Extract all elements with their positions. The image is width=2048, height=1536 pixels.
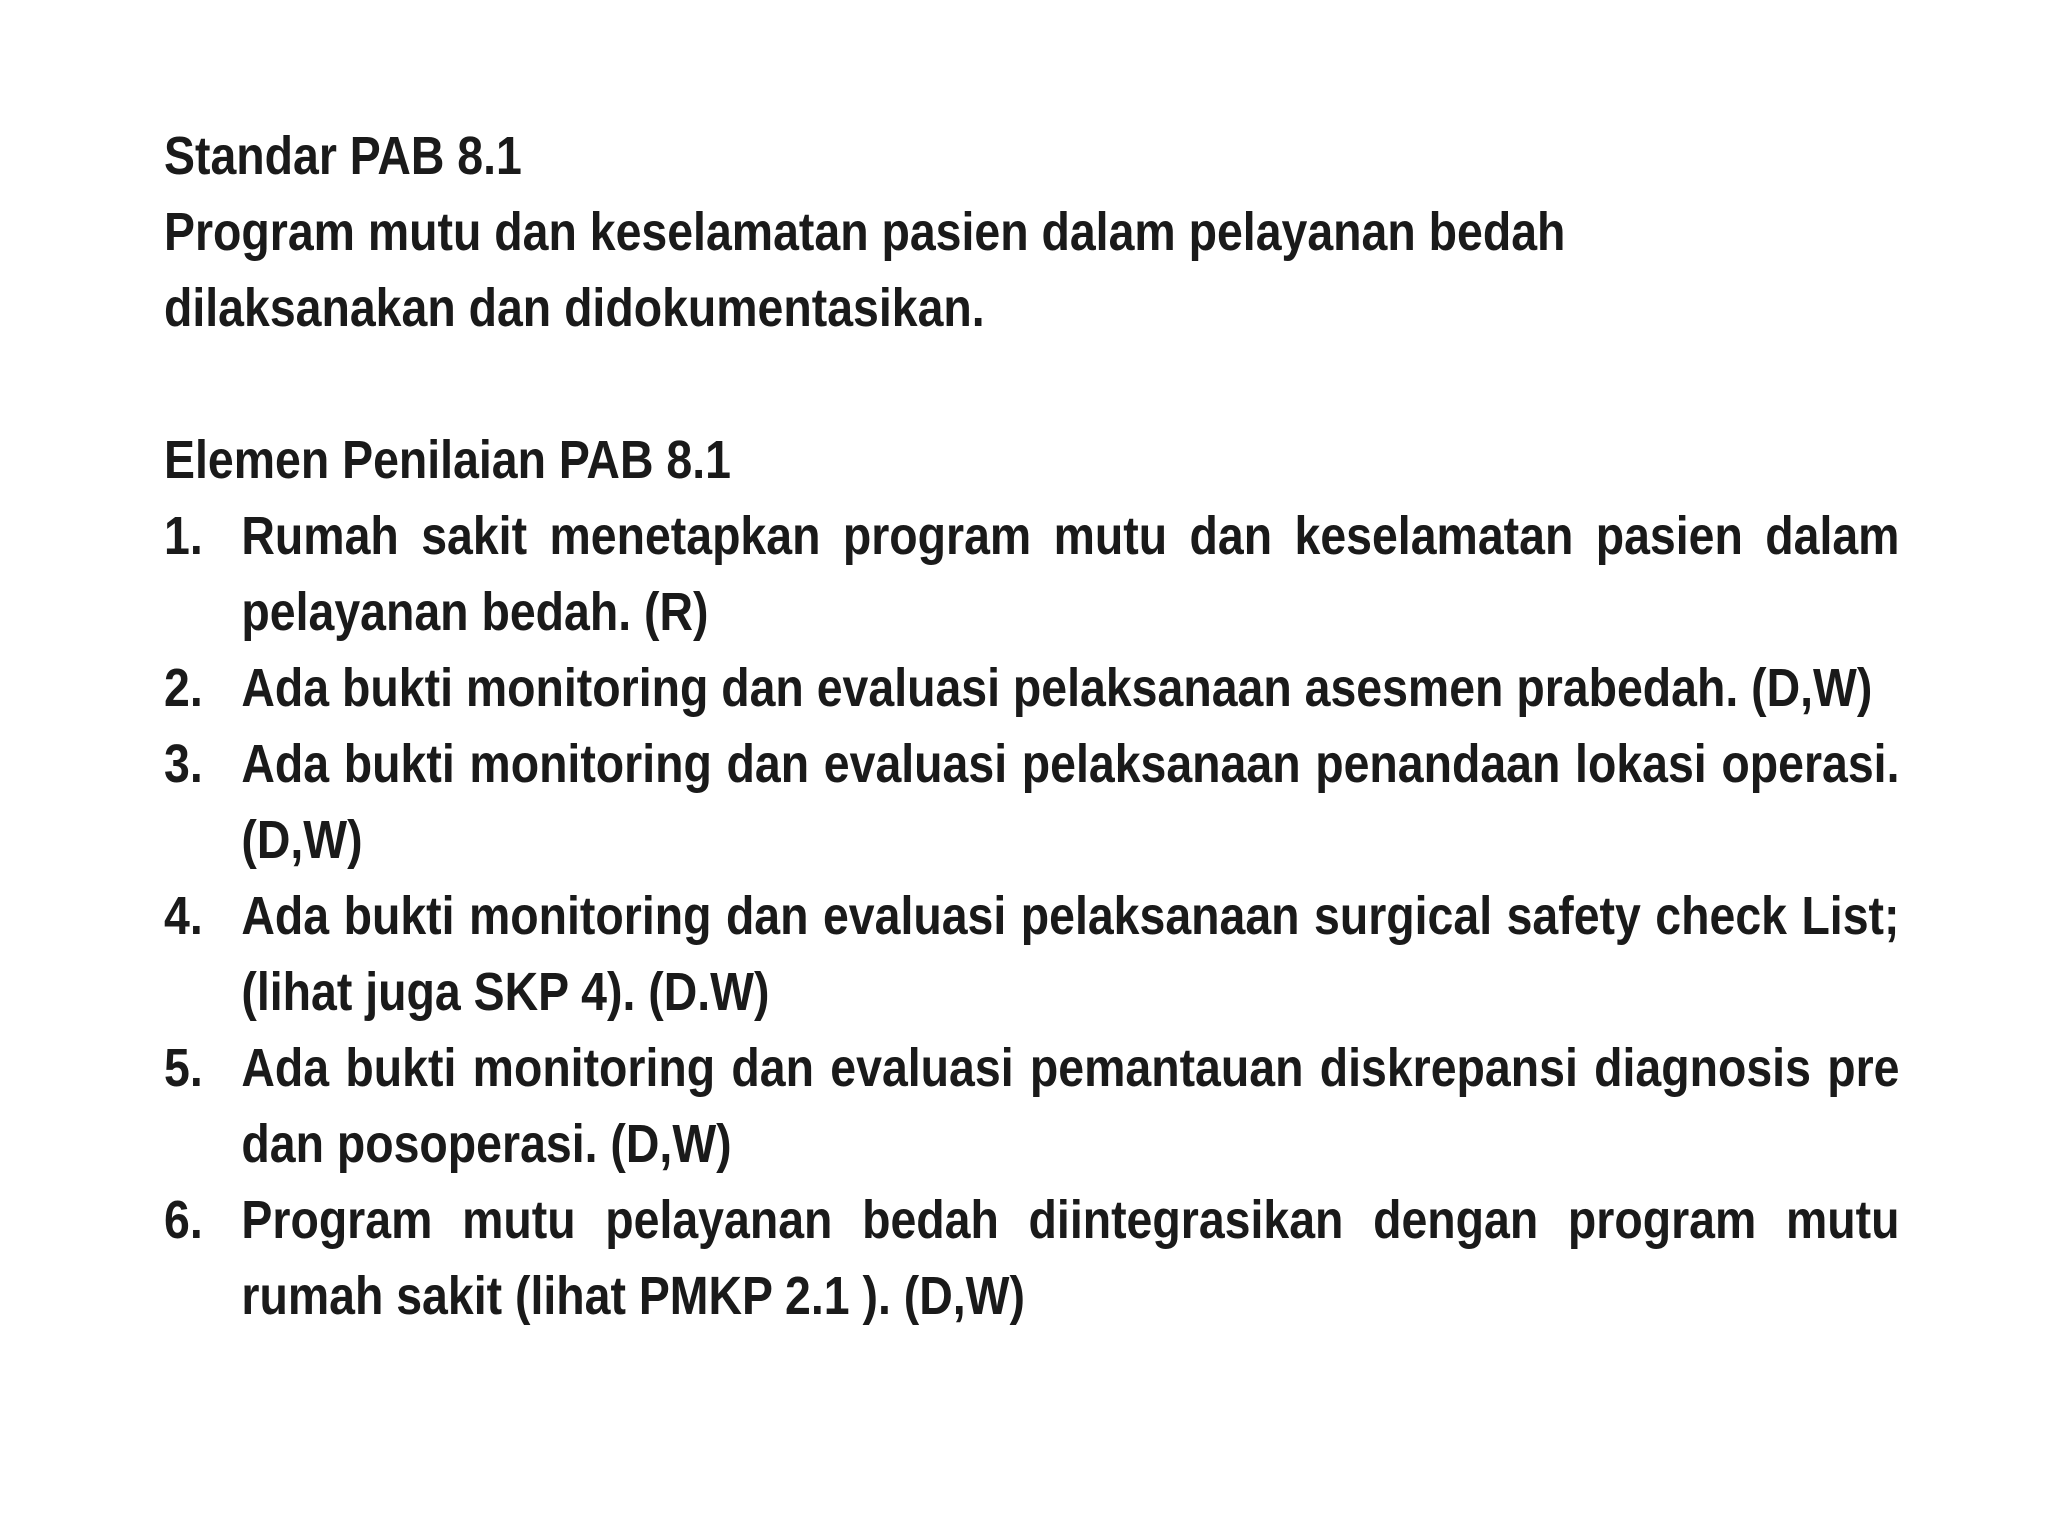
list-item-text: Rumah sakit menetapkan program mutu dan keselamatan pasien dalam pelayanan bedah. (R) — [241, 506, 1900, 642]
section-spacer — [164, 346, 1899, 422]
list-item — [164, 726, 1899, 878]
assessment-list — [164, 498, 1899, 1334]
assessment-heading: Elemen Penilaian PAB 8.1 — [164, 430, 731, 490]
list-item-number: 1. — [164, 506, 203, 566]
list-item-text: Ada bukti monitoring dan evaluasi pemantauan diskrepansi diagnosis pre dan posoperasi. (D,W) — [241, 1038, 1900, 1174]
list-item-number: 6. — [164, 1190, 203, 1250]
slide-content — [164, 118, 1899, 1334]
list-item-text: Ada bukti monitoring dan evaluasi pelaksanaan surgical safety check List; (lihat juga SKP 4). (D.W) — [241, 886, 1900, 1022]
standard-title: Standar PAB 8.1 — [164, 126, 522, 186]
list-item-number: 5. — [164, 1038, 203, 1098]
list-item-number: 2. — [164, 658, 203, 718]
list-item-number: 3. — [164, 734, 203, 794]
list-item-text: Program mutu pelayanan bedah diintegrasikan dengan program mutu rumah sakit (lihat PMKP 2.1 ). (D,W) — [241, 1190, 1900, 1326]
standard-description-line-2: dilaksanakan dan didokumentasikan. — [164, 278, 985, 338]
list-item-text: Ada bukti monitoring dan evaluasi pelaksanaan asesmen prabedah. (D,W) — [241, 658, 1873, 718]
list-item — [164, 1182, 1899, 1334]
standard-description-line-1: Program mutu dan keselamatan pasien dalam pelayanan bedah — [164, 202, 1566, 262]
list-item — [164, 650, 1899, 726]
list-item — [164, 498, 1899, 650]
list-item — [164, 878, 1899, 1030]
list-item-number: 4. — [164, 886, 203, 946]
list-item — [164, 1030, 1899, 1182]
list-item-text: Ada bukti monitoring dan evaluasi pelaksanaan penandaan lokasi operasi. (D,W) — [241, 734, 1900, 870]
